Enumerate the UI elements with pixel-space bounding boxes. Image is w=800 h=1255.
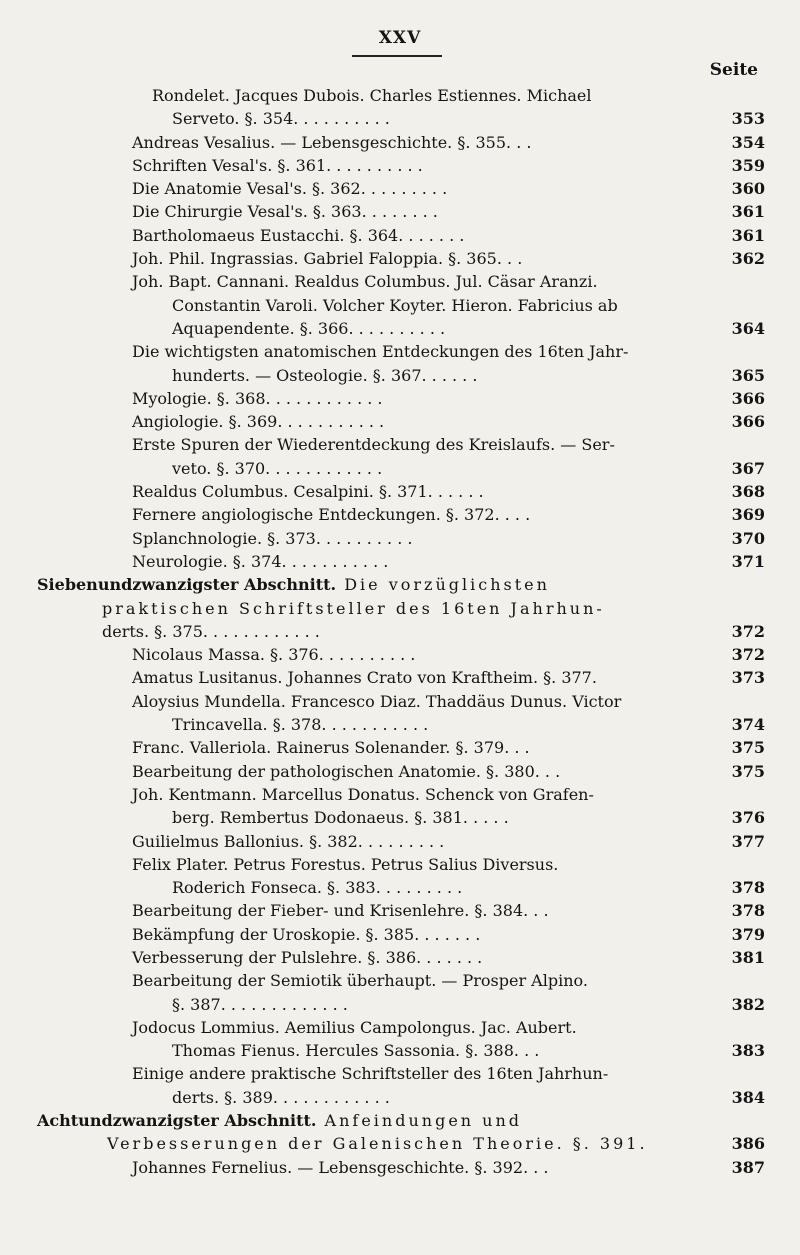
toc-page-number: 379 [731,924,765,944]
toc-page-number: 361 [731,225,765,245]
toc-entry-text: Constantin Varoli. Volcher Koyter. Hieron. Fabricius ab [172,295,618,315]
toc-entry [0,131,800,154]
toc-entry [0,1086,800,1109]
header-rule [352,55,442,57]
toc-entry-text: Splanchnologie. §. 373. . . . . . . . . . [132,528,413,548]
toc-entry [0,760,800,783]
toc-entry [0,433,800,456]
toc-entry [0,270,800,293]
toc-entry-text: Myologie. §. 368. . . . . . . . . . . . [132,388,383,408]
toc-entry-text: Verbesserung der Pulslehre. §. 386. . . . . . . [132,947,483,967]
toc-entry [0,317,800,340]
toc-entry [0,200,800,223]
toc-page-number: 374 [731,715,765,735]
toc-entry-text: Johannes Fernelius. — Lebensgeschichte. §. 392. . . [132,1157,549,1177]
toc-entry-text: Andreas Vesalius. — Lebensgeschichte. §. 355. . . [132,132,532,152]
toc-entry [0,969,800,992]
toc-page-number: 378 [731,878,765,898]
toc-entry [0,713,800,736]
toc-entry-text: Bearbeitung der pathologischen Anatomie. §. 380. . . [132,761,561,781]
page-number: XXV [378,28,422,48]
toc-page-number: 364 [731,318,765,338]
toc-entry-text: derts. §. 375. . . . . . . . . . . . [102,621,320,641]
toc-page-number: 354 [731,132,765,152]
toc-entry [0,387,800,410]
toc-page-number: 365 [731,365,765,385]
toc-entry [0,1062,800,1085]
toc-page-number: 382 [731,994,765,1014]
section-heading-subtitle: Anfeindungen und [316,1111,523,1131]
toc-page-number: 353 [731,109,765,129]
toc-page-number: 386 [731,1134,765,1154]
toc-page-number: 369 [731,505,765,525]
toc-entry [0,550,800,573]
toc-page-number: 383 [731,1041,765,1061]
toc-entry-text: Roderich Fonseca. §. 383. . . . . . . . . [172,878,463,898]
toc-page-number: 367 [731,458,765,478]
toc-page-number: 375 [731,738,765,758]
toc-entry-text: Felix Plater. Petrus Forestus. Petrus Salius Diversus. [132,854,559,874]
toc-entry [0,527,800,550]
section-heading: Achtundzwanzigster Abschnitt. [37,1111,317,1131]
toc-entry-text: Einige andere praktische Schriftsteller des 16ten Jahrhun- [132,1064,609,1084]
toc-entry-text: veto. §. 370. . . . . . . . . . . . [172,458,383,478]
toc-entry [0,457,800,480]
toc-entry-text: Bearbeitung der Fieber- und Krisenlehre. §. 384. . . [132,901,549,921]
toc-page-number: 359 [731,155,765,175]
toc-entry-text [37,573,550,596]
toc-page-number: 375 [731,761,765,781]
toc-entry [0,736,800,759]
toc-entry-text: Die wichtigsten anatomischen Entdeckungen des 16ten Jahr- [132,342,629,362]
toc-entry-text: Die Anatomie Vesal's. §. 362. . . . . . . . . [132,179,448,199]
toc-entry-text: Aquapendente. §. 366. . . . . . . . . . [172,318,446,338]
toc-entry [0,154,800,177]
toc-entry-text: Serveto. §. 354. . . . . . . . . . [172,109,390,129]
toc-entry [0,830,800,853]
toc-entry-text: Joh. Bapt. Cannani. Realdus Columbus. Jul. Cäsar Aranzi. [132,272,598,292]
toc-entry [0,224,800,247]
toc-entry [0,597,800,620]
toc-entry [0,643,800,666]
toc-entry-text: Nicolaus Massa. §. 376. . . . . . . . . . [132,645,416,665]
toc-page-number: 366 [731,388,765,408]
toc-entry-text: praktischen Schriftsteller des 16ten Jahrhun- [102,598,605,618]
toc-page-number: 387 [731,1157,765,1177]
toc-entry-text: Bearbeitung der Semiotik überhaupt. — Prosper Alpino. [132,971,588,991]
toc-entry [0,993,800,1016]
toc-entry [0,410,800,433]
toc-entry-text: Jodocus Lommius. Aemilius Campolongus. Jac. Aubert. [132,1017,577,1037]
toc-entry [0,1109,800,1132]
toc-entry-text: Franc. Valleriola. Rainerus Solenander. §. 379. . . [132,738,530,758]
toc-entry [0,666,800,689]
toc-entry [0,899,800,922]
toc-entry-text: Schriften Vesal's. §. 361. . . . . . . . . . [132,155,423,175]
toc-entry-text: Verbesserungen der Galenischen Theorie. §. 391. [107,1134,648,1154]
table-of-contents [0,84,800,1179]
toc-page-number: 378 [731,901,765,921]
toc-page-number: 368 [731,482,765,502]
toc-page-number: 381 [731,947,765,967]
toc-page-number: 366 [731,412,765,432]
toc-entry [0,620,800,643]
toc-entry [0,806,800,829]
toc-entry [0,1132,800,1155]
toc-entry [0,1039,800,1062]
toc-page-number: 376 [731,808,765,828]
toc-entry-text: Die Chirurgie Vesal's. §. 363. . . . . . . . [132,202,438,222]
toc-entry-text: Bartholomaeus Eustacchi. §. 364. . . . . . . [132,225,465,245]
toc-entry [0,177,800,200]
section-heading: Siebenundzwanzigster Abschnitt. [37,575,337,595]
toc-page-number: 371 [731,551,765,571]
toc-page-number: 360 [731,179,765,199]
toc-entry [0,1016,800,1039]
toc-entry [0,503,800,526]
toc-entry [0,107,800,130]
seite-column-header: Seite [709,60,758,80]
toc-entry-text: Angiologie. §. 369. . . . . . . . . . . [132,412,385,432]
toc-entry [0,294,800,317]
toc-entry [0,946,800,969]
toc-entry-text: Bekämpfung der Uroskopie. §. 385. . . . . . . [132,924,481,944]
toc-entry [0,364,800,387]
toc-entry-text: Guilielmus Ballonius. §. 382. . . . . . . . . [132,831,445,851]
toc-entry-text: Realdus Columbus. Cesalpini. §. 371. . . . . . [132,482,484,502]
toc-page-number: 370 [731,528,765,548]
toc-entry-text [37,1109,522,1132]
toc-entry-text: derts. §. 389. . . . . . . . . . . . [172,1087,390,1107]
toc-entry [0,783,800,806]
toc-entry [0,1156,800,1179]
toc-entry-text: Neurologie. §. 374. . . . . . . . . . . [132,551,389,571]
toc-entry-text: Joh. Kentmann. Marcellus Donatus. Schenck von Grafen- [132,784,594,804]
toc-entry [0,876,800,899]
toc-page-number: 373 [731,668,765,688]
toc-entry [0,690,800,713]
toc-entry-text: Fernere angiologische Entdeckungen. §. 372. . . . [132,505,531,525]
toc-entry-text: Thomas Fienus. Hercules Sassonia. §. 388. . . [172,1041,540,1061]
toc-entry-text: Rondelet. Jacques Dubois. Charles Estiennes. Michael [152,86,592,105]
toc-entry [0,480,800,503]
toc-entry-text: Aloysius Mundella. Francesco Diaz. Thaddäus Dunus. Victor [132,691,622,711]
toc-entry-text: Trincavella. §. 378. . . . . . . . . . . [172,715,429,735]
toc-page-number: 377 [731,831,765,851]
toc-page-number: 372 [731,621,765,641]
toc-entry-text: berg. Rembertus Dodonaeus. §. 381. . . . . [172,808,509,828]
toc-entry [0,340,800,363]
toc-entry-text: Erste Spuren der Wiederentdeckung des Kreislaufs. — Ser- [132,435,615,455]
toc-page-number: 362 [731,249,765,269]
toc-entry-text: hunderts. — Osteologie. §. 367. . . . . . [172,365,478,385]
section-heading-subtitle: Die vorzüglichsten [336,575,550,595]
toc-entry-text: Amatus Lusitanus. Johannes Crato von Kraftheim. §. 377. [132,668,597,688]
toc-entry [0,853,800,876]
toc-page-number: 361 [731,202,765,222]
toc-page-number: 384 [731,1087,765,1107]
toc-entry [0,84,800,107]
toc-entry [0,923,800,946]
toc-entry-text: Joh. Phil. Ingrassias. Gabriel Faloppia. §. 365. . . [132,249,523,269]
toc-entry-text: §. 387. . . . . . . . . . . . . [172,994,348,1014]
toc-entry [0,573,800,596]
toc-page-number: 372 [731,645,765,665]
toc-entry [0,247,800,270]
